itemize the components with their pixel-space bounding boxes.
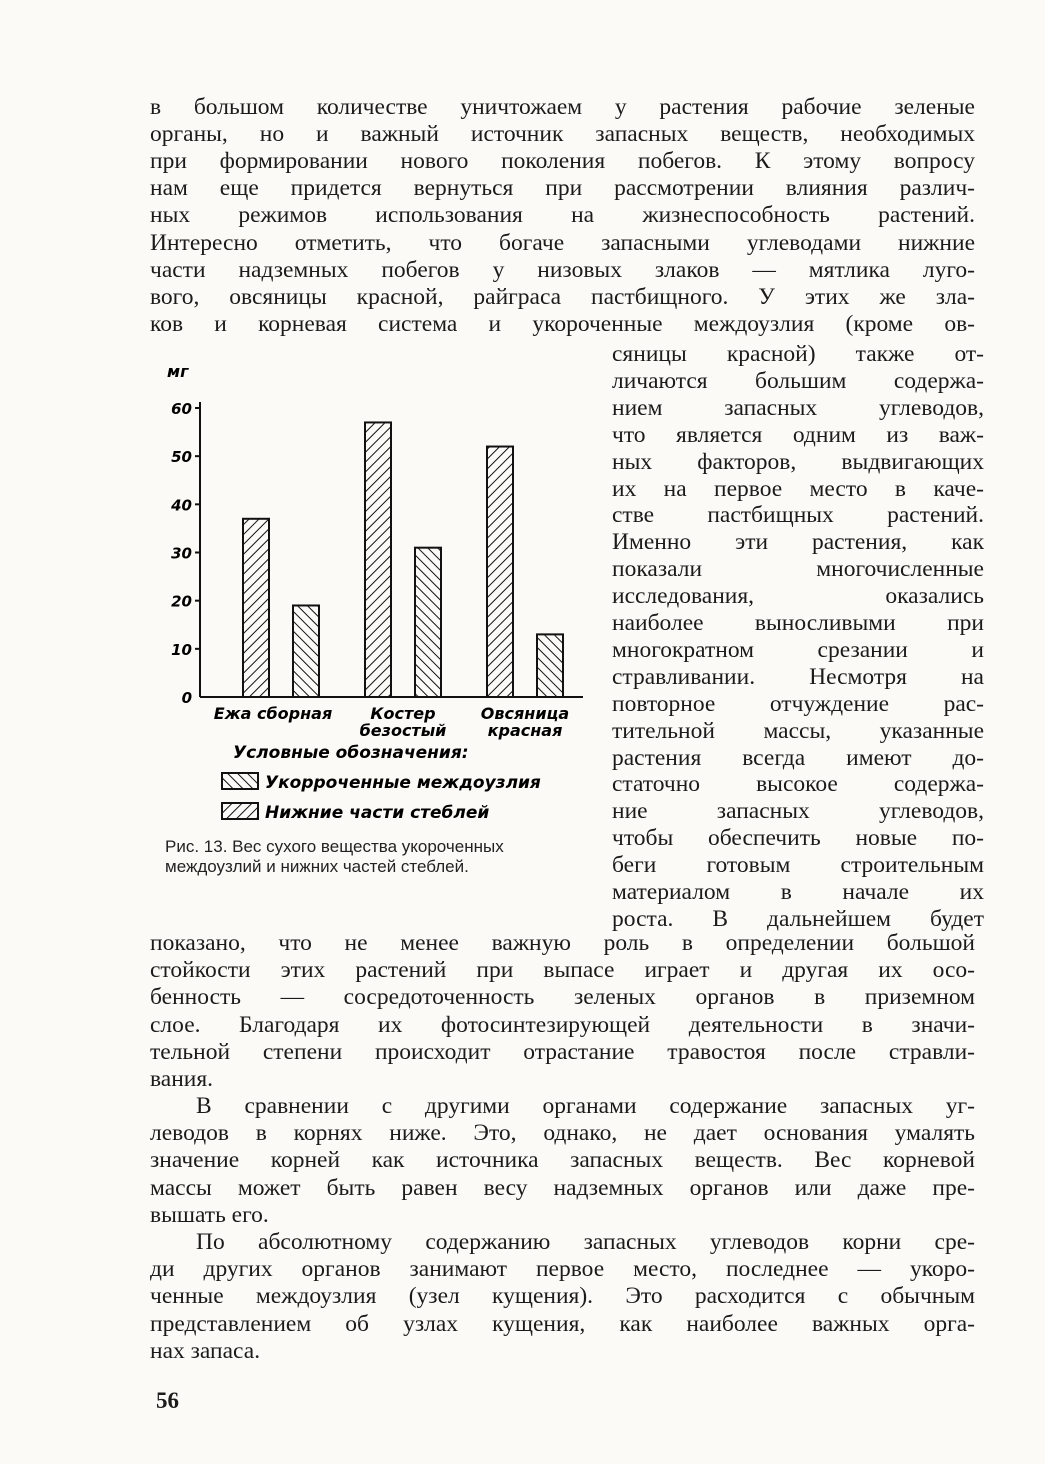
y-tick-label: 0 bbox=[181, 689, 192, 707]
category-label: Овсяница bbox=[480, 704, 570, 723]
text-line: массы может быть равен весу надземных органов или даже пре- bbox=[150, 1174, 975, 1201]
text-line: нием запасных углеводов, bbox=[612, 394, 984, 421]
category-label: красная bbox=[487, 721, 563, 740]
text-line: показано, что не менее важную роль в определении большой bbox=[150, 930, 975, 956]
text-line: стравливании. Несмотря на bbox=[612, 663, 984, 690]
text-line: личаются большим содержа- bbox=[612, 367, 984, 394]
text-line: вого, овсяницы красной, райграса пастбищного. У этих же зла- bbox=[150, 283, 975, 310]
text-line: нам еще придется вернуться при рассмотрении влияния различ- bbox=[150, 175, 975, 202]
text-line: показали многочисленные bbox=[612, 556, 984, 583]
category-label: Ежа сборная bbox=[213, 704, 333, 723]
text-line: при формировании нового поколения побегов. К этому вопросу bbox=[150, 148, 975, 175]
text-line: ных режимов использования на жизнеспособность растений. bbox=[150, 202, 975, 229]
text-line: многократном срезании и bbox=[612, 636, 984, 663]
y-tick-label: 50 bbox=[171, 448, 192, 467]
y-tick-label: 30 bbox=[171, 544, 192, 563]
bar-lower-stems bbox=[365, 422, 391, 697]
text-line: слое. Благодаря их фотосинтезирующей деятельности в значи- bbox=[150, 1011, 975, 1038]
text-line: вания. bbox=[150, 1066, 214, 1092]
y-tick-label: 40 bbox=[171, 496, 192, 515]
text-line: тительной массы, указанные bbox=[612, 717, 984, 744]
legend-label: Нижние части стеблей bbox=[265, 803, 490, 823]
text-line: Интересно отметить, что богаче запасными углеводами нижние bbox=[150, 229, 975, 256]
legend-label: Укорроченные междоузлия bbox=[265, 773, 541, 793]
bar-lower-stems bbox=[487, 447, 513, 697]
text-line: в большом количестве уничтожаем у растения рабочие зеленые bbox=[150, 94, 975, 120]
category-label: Костер bbox=[370, 704, 436, 723]
text-line: ков и корневая система и укороченные междоузлия (кроме ов- bbox=[150, 310, 975, 337]
text-line: беги готовым строительным bbox=[612, 852, 984, 879]
text-line: бенность — сосредоточенность зеленых органов в приземном bbox=[150, 984, 975, 1011]
text-line: статочно высокое содержа- bbox=[612, 771, 984, 798]
text-line: ди других органов занимают первое место, последнее — укоро- bbox=[150, 1256, 975, 1283]
bar-short-internodes bbox=[293, 605, 319, 697]
text-line: что является одним из важ- bbox=[612, 421, 984, 448]
y-tick-label: 20 bbox=[171, 592, 192, 611]
text-line: ние запасных углеводов, bbox=[612, 798, 984, 825]
legend-swatch bbox=[222, 773, 258, 789]
text-line: растения всегда имеют до- bbox=[612, 744, 984, 771]
text-line: роста. В дальнейшем будет bbox=[612, 905, 984, 932]
y-tick-label: 60 bbox=[171, 400, 192, 418]
text-line: части надземных побегов у низовых злаков — мятлика луго- bbox=[150, 256, 975, 283]
text-line: их на первое место в каче- bbox=[612, 475, 984, 502]
text-line: органы, но и важный источник запасных веществ, необходимых bbox=[150, 121, 975, 148]
figure-13 bbox=[155, 355, 595, 875]
text-line: Именно эти растения, как bbox=[612, 529, 984, 556]
text-line: материалом в начале их bbox=[612, 879, 984, 905]
bar-lower-stems bbox=[243, 519, 269, 697]
bar-short-internodes bbox=[415, 548, 441, 697]
text-line: леводов в корнях ниже. Это, однако, не дает основания умалять bbox=[150, 1120, 975, 1147]
bar-chart bbox=[155, 355, 595, 825]
category-label: безостый bbox=[359, 721, 447, 740]
y-tick-label: 10 bbox=[171, 640, 192, 659]
text-line: стойкости этих растений при выпасе играет и другая их осо- bbox=[150, 957, 975, 984]
text-line: представлением об узлах кущения, как наиболее важных орга- bbox=[150, 1310, 975, 1337]
legend-swatch bbox=[222, 803, 258, 819]
figure-caption: Рис. 13. Вес сухого вещества укороченных междоузлий и нижних частей стеблей. bbox=[165, 837, 504, 876]
text-line: значение корней как источника запасных веществ. Вес корневой bbox=[150, 1147, 975, 1174]
text-line: сяницы красной) также от- bbox=[612, 341, 984, 367]
text-line: наиболее выносливыми при bbox=[612, 610, 984, 636]
text-line: чтобы обеспечить новые по- bbox=[612, 825, 984, 852]
legend-title: Условные обозначения: bbox=[233, 743, 469, 763]
text-line: повторное отчуждение рас- bbox=[612, 690, 984, 717]
text-line: ченные междоузлия (узел кущения). Это расходится с обычным bbox=[150, 1283, 975, 1310]
text-line: исследования, оказались bbox=[612, 583, 984, 610]
text-line: В сравнении с другими органами содержание запасных уг- bbox=[196, 1093, 975, 1119]
text-line: стве пастбищных растений. bbox=[612, 502, 984, 529]
text-line: тельной степени происходит отрастание травостоя после стравли- bbox=[150, 1038, 975, 1065]
page-number: 56 bbox=[156, 1388, 179, 1413]
text-line: нах запаса. bbox=[150, 1337, 261, 1364]
text-line: вышать его. bbox=[150, 1201, 269, 1228]
bar-short-internodes bbox=[537, 634, 563, 697]
text-line: ных факторов, выдвигающих bbox=[612, 448, 984, 475]
y-axis-unit: мг bbox=[167, 362, 189, 381]
text-line: По абсолютному содержанию запасных углеводов корни сре- bbox=[196, 1229, 975, 1255]
